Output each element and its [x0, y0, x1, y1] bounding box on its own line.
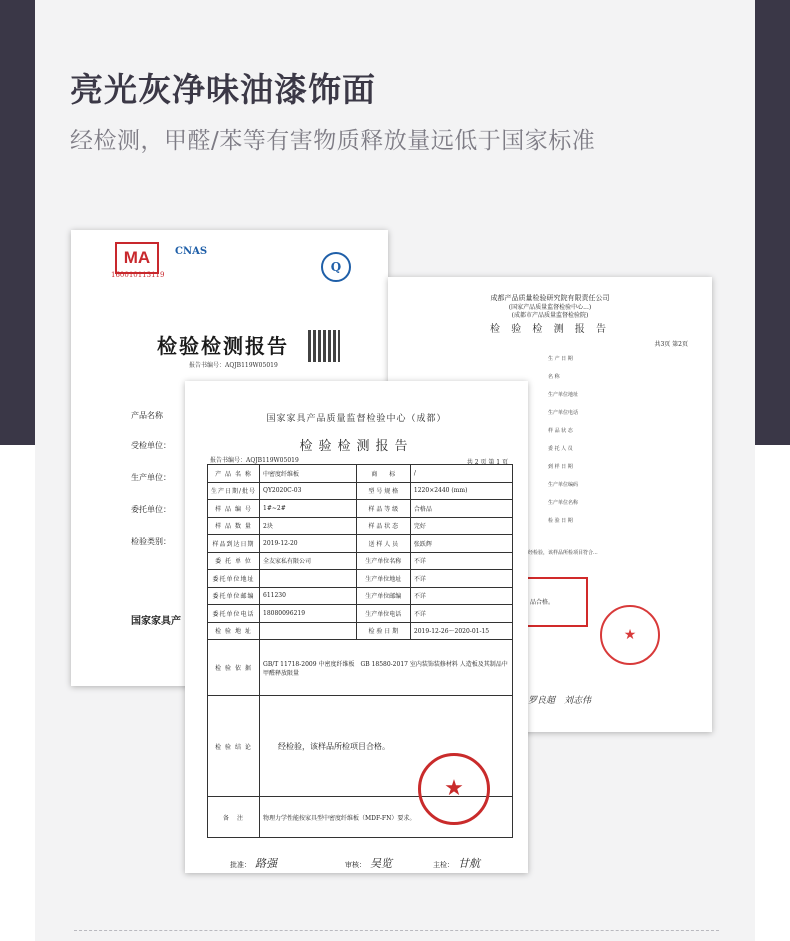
- right-row: 到 样 日 期: [548, 464, 573, 470]
- right-org-name: 成都产品质量检验研究院有限责任公司: [490, 294, 610, 302]
- front-report-number: 报告书编号：AQJB119W05019: [210, 457, 299, 464]
- qr-code-icon: [308, 330, 340, 362]
- table-row: [208, 570, 513, 588]
- row-value: 611230: [260, 587, 357, 605]
- row-value: 完好: [410, 517, 512, 535]
- row-value: 全友家私有限公司: [260, 552, 357, 570]
- row-label: 委托单位邮编: [208, 587, 260, 605]
- row-value: 不详: [410, 552, 512, 570]
- row-value: QY2020C-03: [260, 482, 357, 500]
- right-row: 样 品 状 态: [548, 428, 573, 434]
- reviewer-name: 吴览: [370, 857, 392, 870]
- right-report-title: 检 验 检 测 报 告: [490, 324, 610, 335]
- row-value: 1#~2#: [260, 500, 357, 518]
- right-row: 生产单位名称: [548, 500, 579, 506]
- right-row: 生产单位地址: [548, 392, 579, 398]
- row-value: 不详: [410, 605, 512, 623]
- row-label: 委 托 单 位: [208, 552, 260, 570]
- right-org-sub: (国家产品质量监督检验中心...): [508, 304, 592, 311]
- row-label: 样 品 等 级: [356, 500, 410, 518]
- page-subtitle: 经检测，甲醛/苯等有害物质释放量远低于国家标准: [70, 128, 596, 154]
- reviewer-label: 审核：: [345, 861, 366, 869]
- row-label: 商 标: [356, 465, 410, 483]
- row-label: 生产单位地址: [356, 570, 410, 588]
- row-label: 样 品 编 号: [208, 500, 260, 518]
- inspector-label: 主检：: [433, 861, 454, 869]
- right-conclusion-note: 经检验，该样品所检项目符合...: [528, 550, 598, 556]
- right-row: 生产单位编码: [548, 482, 579, 488]
- front-org-name: 国家家具产品质量监督检验中心（成都）: [266, 414, 447, 424]
- remark-value: 物理力学性能按家具型中密度纤维板（MDF-FN）要求。: [260, 797, 513, 838]
- row-value: 不详: [410, 570, 512, 588]
- row-label: 生产单位电话: [356, 605, 410, 623]
- cma-code: 160010113119: [111, 271, 165, 279]
- row-value: /: [410, 465, 512, 483]
- row-label: 样品到达日期: [208, 535, 260, 553]
- row-label: 型 号 规 格: [356, 482, 410, 500]
- back-label: 委托单位：: [131, 505, 171, 514]
- row-value: 不详: [410, 587, 512, 605]
- right-row: 生 产 日 期: [548, 356, 573, 362]
- inspector-name: 甘航: [458, 857, 480, 870]
- row-value: [260, 622, 357, 640]
- right-row: 委 托 人 员: [548, 446, 573, 452]
- back-label: 生产单位：: [131, 473, 171, 482]
- row-value: 张跃辉: [410, 535, 512, 553]
- table-row: [208, 465, 513, 483]
- approver-name: 路强: [255, 857, 277, 870]
- cqc-logo-icon: Q: [321, 252, 351, 282]
- back-report-number: 报告书编号：AQJB119W05019: [189, 362, 278, 369]
- row-label: 生产单位邮编: [356, 587, 410, 605]
- row-label: 样 品 数 量: [208, 517, 260, 535]
- row-value: 18080096219: [260, 605, 357, 623]
- basis-label: 检 验 依 据: [208, 640, 260, 696]
- row-label: 样 品 状 态: [356, 517, 410, 535]
- approver-signature: [230, 855, 277, 871]
- back-label: 产品名称: [131, 411, 163, 420]
- row-value: 2块: [260, 517, 357, 535]
- back-label: 检验类别：: [131, 537, 171, 546]
- reviewer-signature: [345, 855, 392, 871]
- row-value: 2019-12-20: [260, 535, 357, 553]
- cnas-logo: CNAS: [175, 246, 208, 257]
- table-row: [208, 517, 513, 535]
- row-value: 1220×2440 (mm): [410, 482, 512, 500]
- basis-value: GB/T 11718-2009 中密度纤维板 GB 18580-2017 室内装饰装修材料 人造板及其制品中甲醛释放限量: [260, 640, 513, 696]
- row-label: 委托单位地址: [208, 570, 260, 588]
- right-page-number: 共3页 第2页: [654, 341, 688, 348]
- row-label: 委托单位电话: [208, 605, 260, 623]
- table-row: [208, 482, 513, 500]
- table-row: [208, 587, 513, 605]
- row-label: 检 验 日 期: [356, 622, 410, 640]
- approver-label: 批准：: [230, 861, 251, 869]
- front-report-title: 检验检测报告: [299, 439, 414, 454]
- red-stamp-icon: ★: [600, 605, 660, 665]
- right-row: 生产单位电话: [548, 410, 579, 416]
- back-report-title: 检验检测报告: [157, 334, 289, 358]
- table-row: [208, 622, 513, 640]
- table-row: [208, 500, 513, 518]
- table-row: [208, 605, 513, 623]
- row-value: 中密度纤维板: [260, 465, 357, 483]
- row-label: 检 验 地 址: [208, 622, 260, 640]
- front-report-document: [185, 381, 528, 873]
- row-label: 生产单位名称: [356, 552, 410, 570]
- table-row: [208, 552, 513, 570]
- inspector-signature: [433, 855, 480, 871]
- conclusion-value: 经检验，该样品所检项目合格。: [260, 696, 513, 797]
- back-label: 受检单位：: [131, 441, 171, 450]
- back-org-name: 国家家具产: [131, 616, 181, 627]
- row-value: 合格品: [410, 500, 512, 518]
- remark-label: 备 注: [208, 797, 260, 838]
- table-row: [208, 640, 513, 696]
- row-value: [260, 570, 357, 588]
- conclusion-label: 检 验 结 论: [208, 696, 260, 797]
- page-title: 亮光灰净味油漆饰面: [70, 70, 376, 109]
- right-box-text: 品合格。: [530, 599, 555, 606]
- row-label: 送 样 人 员: [356, 535, 410, 553]
- right-org-sub2: (成都市产品质量监督检验院): [511, 312, 589, 319]
- row-label: 生产日期/批号: [208, 482, 260, 500]
- front-page-number: 共 2 页 第 1 页: [466, 459, 508, 466]
- row-label: 产 品 名 称: [208, 465, 260, 483]
- table-row: [208, 535, 513, 553]
- dashed-divider: [74, 930, 719, 931]
- right-row: 名 称: [548, 374, 560, 380]
- cma-logo: MA: [115, 242, 159, 274]
- right-signatures: 罗良超 刘志伟: [528, 696, 592, 706]
- red-stamp-icon: ★: [418, 753, 490, 825]
- right-row: 检 验 日 期: [548, 518, 573, 524]
- row-value: 2019-12-26～2020-01-15: [410, 622, 512, 640]
